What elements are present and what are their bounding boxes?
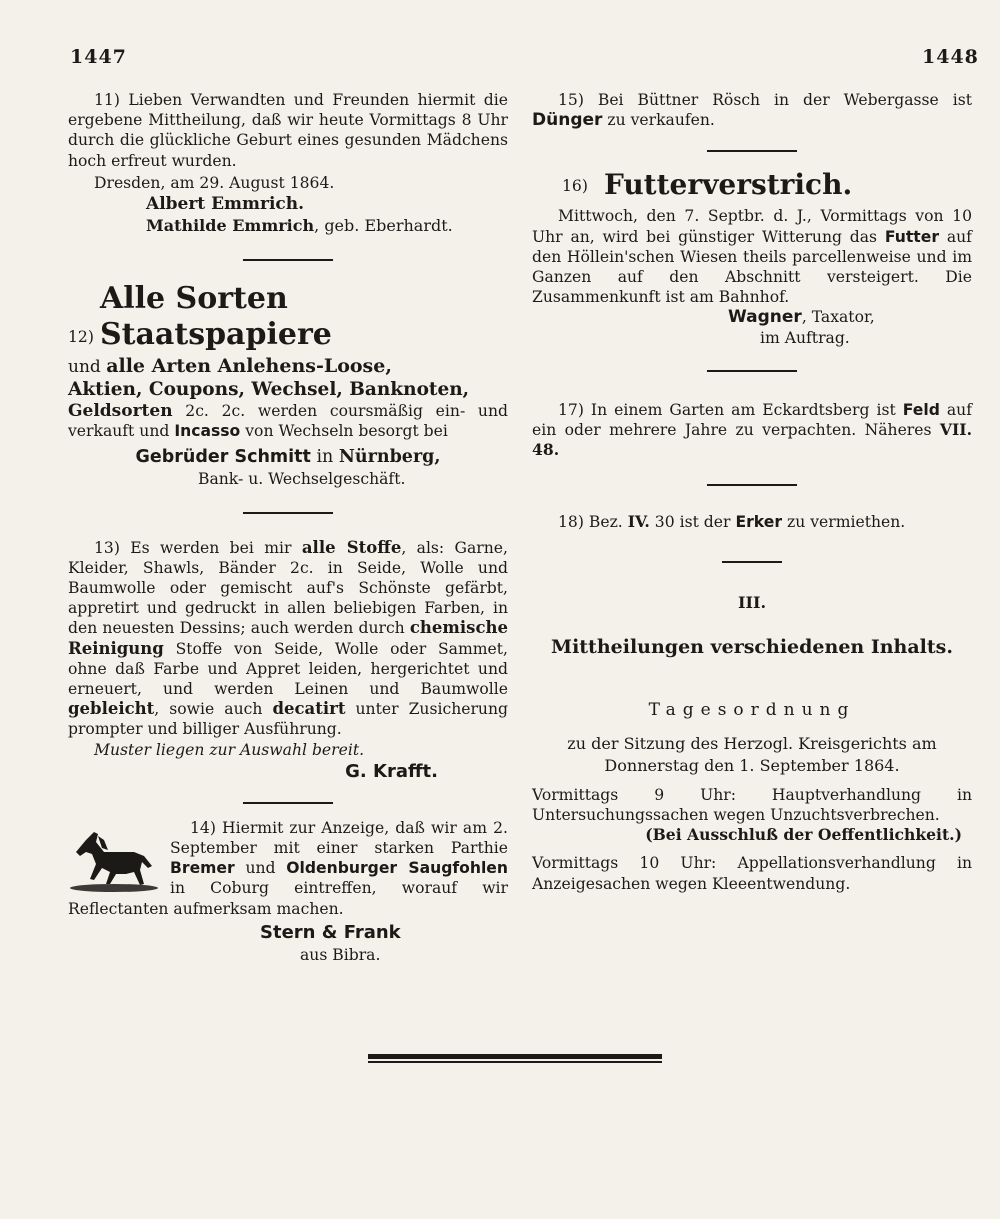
ad-13-samples: Muster liegen zur Auswahl bereit. <box>94 740 365 759</box>
separator-rule <box>243 259 333 261</box>
separator-rule <box>707 484 797 486</box>
ad-16-headline: Futterverstrich. <box>603 168 853 202</box>
separator-rule <box>707 150 797 152</box>
ad-12-firm-line <box>68 445 508 469</box>
ad-12-firm-mid: in <box>316 447 334 468</box>
ad-13-signature: G. Krafft. <box>345 760 438 782</box>
ad-16-b1: Futter <box>884 227 940 246</box>
ad-16-t2: auf den Höllein'schen Wiesen theils parcellenweise und im Ganzen auf den Abschnitt versteigert. Die Zusammenkunft ist am Bahnhof. <box>532 227 972 307</box>
ad-12-number: 12) <box>68 327 94 346</box>
ad-15 <box>532 90 972 130</box>
ad-18-text <box>532 512 972 532</box>
section-title: Mittheilungen verschiedenen Inhalts. <box>551 635 953 658</box>
ad-12-line2: Aktien, Coupons, Wechsel, Banknoten, <box>68 379 470 401</box>
left-column <box>68 90 508 965</box>
separator-rule <box>707 370 797 372</box>
ad-14-signature-place: aus Bibra. <box>300 945 381 964</box>
ad-13-p5: unter Zusicherung prompter und billiger Ausführung. <box>68 700 508 739</box>
ad-12-line4-rest: von Wechseln besorgt bei <box>245 422 448 441</box>
ad-18-t3: zu vermiethen. <box>786 513 906 532</box>
ad-12 <box>68 281 508 490</box>
ad-11-signature-2 <box>68 215 508 237</box>
ad-17-b2: VII. 48. <box>532 420 972 460</box>
separator-rule <box>722 561 782 563</box>
ad-16-sign-rest: , Taxator, <box>801 308 875 327</box>
right-column <box>532 90 972 894</box>
ad-11-signature-1: Albert Emmrich. <box>146 194 305 215</box>
ad-14-t3: in Coburg eintreffen, worauf wir Reflectanten aufmerksam machen. <box>68 879 508 918</box>
ad-13-p3-bold: gebleicht <box>68 699 155 719</box>
ad-13-p2-bold: chemische Reinigung <box>68 618 508 658</box>
ad-18 <box>532 512 972 532</box>
ad-12-line1-pre: und <box>68 357 101 378</box>
separator-rule <box>243 512 333 514</box>
ad-12-firm-type: Bank- u. Wechselgeschäft. <box>198 470 406 489</box>
ad-13 <box>68 538 508 784</box>
horse-icon <box>64 822 160 894</box>
footer-rule-thin <box>368 1061 662 1063</box>
agenda-item-1: Vormittags 9 Uhr: Hauptverhandlung in Untersuchungssachen wegen Unzuchtsverbrechen. <box>532 785 972 825</box>
ad-12-line1-bold: alle Arten Anlehens-Loose, <box>106 355 392 378</box>
page-number-right: 1448 <box>922 46 979 68</box>
ad-17-text <box>532 400 972 461</box>
ad-16-sign-name: Wagner <box>728 307 802 328</box>
ad-14-signature: Stern & Frank <box>260 921 401 943</box>
ad-16 <box>532 168 972 347</box>
ad-13-p4: , sowie auch <box>154 700 263 719</box>
separator-rule <box>243 802 333 804</box>
ad-16-signature <box>532 307 972 327</box>
agenda-item-2: Vormittags 10 Uhr: Appellationsverhandlung in Anzeigesachen wegen Kleeentwendung. <box>532 854 972 893</box>
ad-14 <box>68 818 508 965</box>
ad-13-p3: Stoffe von Seide, Wolle oder Sammet, ohne daß Farbe und Appret leiden, hergerichtet und erneuert, und werden Leinen und Baumwolle <box>68 639 508 699</box>
ad-14-t1: 14) Hiermit zur Anzeige, daß wir am 2. September mit einer starken Parthie <box>170 818 508 858</box>
ad-13-p4-bold: decatirt <box>272 699 346 719</box>
ad-18-t1: 18) Bez. <box>558 513 623 532</box>
ad-18-b1: IV. <box>627 512 650 532</box>
ad-12-line3 <box>68 401 508 441</box>
ad-11-text: 11) Lieben Verwandten und Freunden hiermit die ergebene Mittheilung, daß wir heute Vormittags 8 Uhr durch die glückliche Geburt eines gesunden Mädchens hoch erfreut wurden. <box>68 91 508 170</box>
ad-17-b1: Feld <box>902 400 940 419</box>
agenda-title: Tagesordnung <box>648 699 856 720</box>
ad-11-signature-2-name: Mathilde Emmrich <box>146 216 315 236</box>
ad-17 <box>532 400 972 461</box>
footer-rule-thick <box>368 1054 662 1059</box>
ad-13-p2: , als: Garne, Kleider, Shawls, Bänder 2c. in Seide, Wolle und Baumwolle oder gemischt auf's Schönste gefärbt, appretirt und gedruckt in allen beliebigen Farben, in den neuesten Dessins; auch werden durch <box>68 538 508 638</box>
ad-12-firm: Gebrüder Schmitt <box>135 447 311 468</box>
ad-12-line3-bold: Geldsorten <box>68 401 173 422</box>
ad-18-t2: 30 ist der <box>654 513 731 532</box>
ad-16-text <box>532 206 972 307</box>
ad-15-b1: Dünger <box>532 110 603 131</box>
ad-13-p1-bold: alle Stoffe <box>301 537 402 557</box>
ad-13-text <box>68 538 508 740</box>
ad-11-place-date: Dresden, am 29. August 1864. <box>94 173 335 192</box>
ad-15-text <box>532 90 972 130</box>
ad-15-t1: 15) Bei Büttner Rösch in der Webergasse ist <box>558 91 972 109</box>
ad-16-number: 16) <box>562 177 588 196</box>
ad-17-t2: auf ein oder mehrere Jahre zu verpachten. Näheres <box>532 400 972 440</box>
agenda-line-2: Donnerstag den 1. September 1864. <box>604 755 900 775</box>
page-number-left: 1447 <box>70 46 127 68</box>
agenda-item-1-note: (Bei Ausschluß der Oeffentlichkeit.) <box>645 825 962 845</box>
ad-15-t2: zu verkaufen. <box>607 111 715 130</box>
ad-13-p1: 13) Es werden bei mir <box>94 538 292 557</box>
ad-12-line3-rest: 2c. 2c. werden coursmäßig ein- und verkauft und <box>68 402 508 441</box>
agenda <box>532 699 972 894</box>
section-roman-numeral: III. <box>737 592 767 612</box>
ad-11-signature-2-rest: , geb. Eberhardt. <box>314 216 453 236</box>
ad-14-t2: und <box>245 859 276 878</box>
ad-16-t1: Mittwoch, den 7. Septbr. d. J., Vormittags von 10 Uhr an, wird bei günstiger Witterung das <box>532 207 972 246</box>
ad-12-line4-bold: Incasso <box>174 422 241 441</box>
ad-18-b2: Erker <box>735 513 783 532</box>
section-3 <box>532 593 972 659</box>
agenda-line-1: zu der Sitzung des Herzogl. Kreisgerichts am <box>567 733 937 753</box>
ad-14-b1: Bremer <box>170 859 235 878</box>
ad-14-b2: Oldenburger Saugfohlen <box>286 859 508 878</box>
ad-17-t1: 17) In einem Garten am Eckardtsberg ist <box>558 400 896 419</box>
ad-12-headline: Alle Sorten Staatspapiere <box>99 281 332 353</box>
ad-16-signature-2: im Auftrag. <box>760 328 850 347</box>
ad-11 <box>68 90 508 237</box>
ad-12-city: Nürnberg, <box>338 447 441 468</box>
